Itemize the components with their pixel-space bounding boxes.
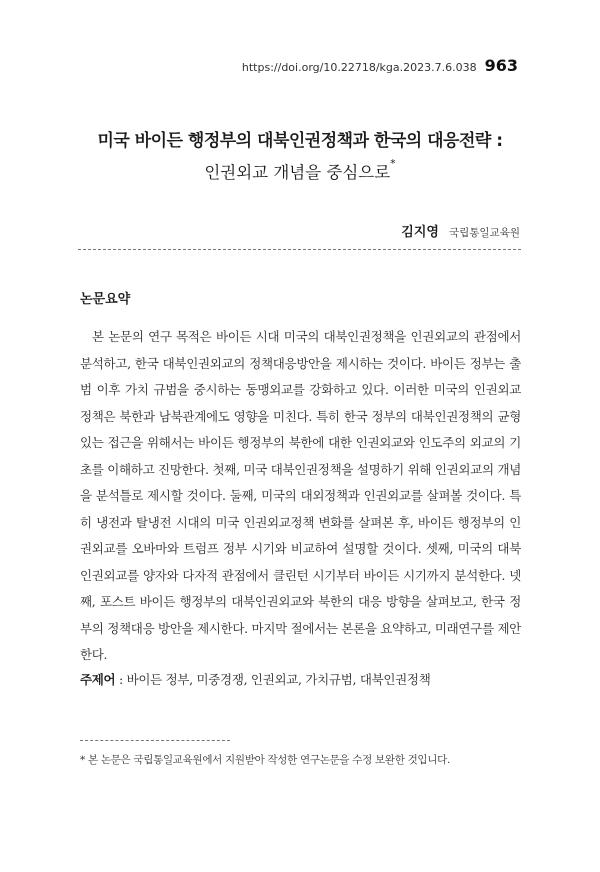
keywords-label: 주제어 (80, 672, 116, 687)
keywords-text: 바이든 정부, 미중경쟁, 인권외교, 가치규범, 대북인권정책 (126, 672, 431, 687)
author-affiliation: 국립통일교육원 (448, 227, 520, 239)
keywords-separator: : (115, 672, 127, 687)
header-divider (78, 249, 521, 250)
paper-title: 미국 바이든 행정부의 대북인권정책과 한국의 대응전략 : (97, 131, 503, 151)
paper-subtitle (0, 159, 600, 183)
footnote-divider (80, 740, 230, 741)
title-footnote-mark: * (390, 157, 396, 170)
page-number: 963 (484, 56, 518, 75)
author-name: 김지영 (401, 225, 439, 240)
abstract-heading: 논문요약 (80, 292, 131, 307)
subtitle-text: 인권외교 개념을 중심으로 (204, 163, 391, 182)
doi-link[interactable]: https://doi.org/10.22718/kga.2023.7.6.038 (241, 61, 477, 74)
keywords-line (80, 670, 521, 688)
author-line (401, 221, 520, 240)
title-block (0, 126, 600, 183)
abstract-body: 본 논문의 연구 목적은 바이든 시대 미국의 대북인권정책을 인권외교의 관점에서 분석하고, 한국 대북인권외교의 정책대응방안을 제시하는 것이다. 바이든 정부는 출범 이후 가치 규범을 중시하는 동맹외교를 강화하고 있다. 이러한 미국의 인권외교 정책은 북한과 남북관계에도 영향을 미친다. 특히 한국 정부의 대북인권정책의 균형 있는 접근을 위해서는 바이든 행정부의 북한에 대한 인권외교와 인도주의 외교의 기초를 이해하고 진망한다. 첫째, 미국 대북인권정책을 설명하기 위해 인권외교의 개념을 분석틀로 제시할 것이다. 둘째, 미국의 대외정책과 인권외교를 살펴볼 것이다. 특히 냉전과 탈냉전 시대의 미국 인권외교정책 변화를 살펴본 후, 바이든 행정부의 인권외교를 오바마와 트럼프 정부 시기와 비교하여 설명할 것이다. 셋째, 미국의 대북인권외교를 양자와 다자적 관점에서 클린턴 시기부터 바이든 시기까지 분석한다. 넷째, 포스트 바이든 행정부의 대북인권외교와 북한의 대응 방향을 살펴보고, 한국 정부의 정책대응 방안을 제시한다. 마지막 절에서는 본론을 요약하고, 미래연구를 제안한다. (80, 329, 521, 662)
footnote: * 본 논문은 국립통일교육원에서 지원받아 작성한 연구논문을 수정 보완한 것입니다. (80, 754, 450, 766)
page-header (242, 56, 518, 75)
